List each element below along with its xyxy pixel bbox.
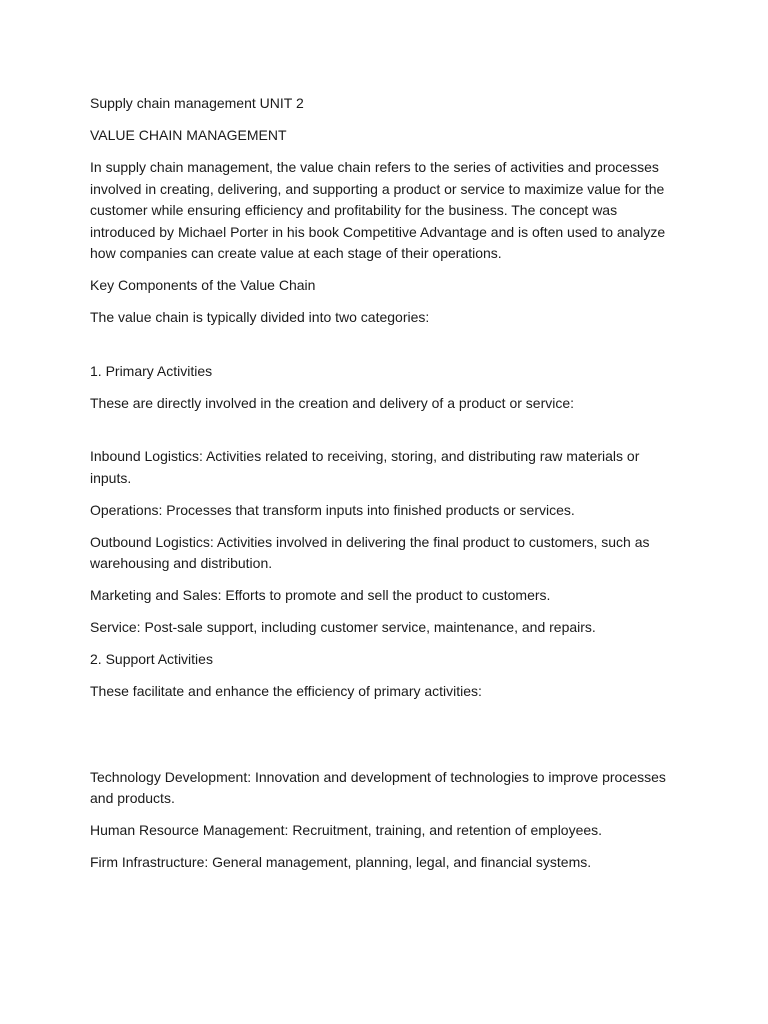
support-item-technology-development: Technology Development: Innovation and development of technologies to improve processes and products.	[90, 768, 666, 806]
support-item-human-resource-management: Human Resource Management: Recruitment, training, and retention of employees.	[90, 822, 603, 838]
primary-item-inbound-logistics: Inbound Logistics: Activities related to receiving, storing, and distributing raw materials or inputs.	[90, 448, 640, 486]
components-heading: Key Components of the Value Chain	[90, 277, 316, 293]
components-intro: The value chain is typically divided into two categories:	[90, 309, 430, 325]
primary-heading: 1. Primary Activities	[90, 362, 213, 379]
document-body	[90, 93, 670, 884]
blank-line	[90, 425, 670, 447]
intro-paragraph: In supply chain management, the value chain refers to the series of activities and processes involved in creating, delivering, and supporting a product or service to maximize value for the customer while ensuring efficiency and profitability for the business. The concept was introduced by Michael Porter in his book Competitive Advantage and is often used to analyze how companies can create value at each stage of their operations.	[90, 159, 666, 261]
primary-item-marketing-sales: Marketing and Sales: Efforts to promote and sell the product to customers.	[90, 587, 551, 603]
primary-item-operations: Operations: Processes that transform inputs into finished products or services.	[90, 501, 575, 518]
blank-line	[90, 339, 670, 361]
section-heading: VALUE CHAIN MANAGEMENT	[90, 127, 287, 143]
primary-item-outbound-logistics: Outbound Logistics: Activities involved in delivering the final product to customers, such as warehousing and distribution.	[90, 533, 650, 571]
support-heading: 2. Support Activities	[90, 651, 213, 667]
primary-intro: These are directly involved in the creation and delivery of a product or service:	[90, 394, 575, 411]
document-title: Supply chain management UNIT 2	[90, 95, 304, 111]
blank-lines	[90, 713, 670, 767]
primary-item-service: Service: Post-sale support, including customer service, maintenance, and repairs.	[90, 619, 596, 635]
support-intro: These facilitate and enhance the efficiency of primary activities:	[90, 683, 482, 699]
support-item-firm-infrastructure: Firm Infrastructure: General management, planning, legal, and financial systems.	[90, 854, 592, 870]
